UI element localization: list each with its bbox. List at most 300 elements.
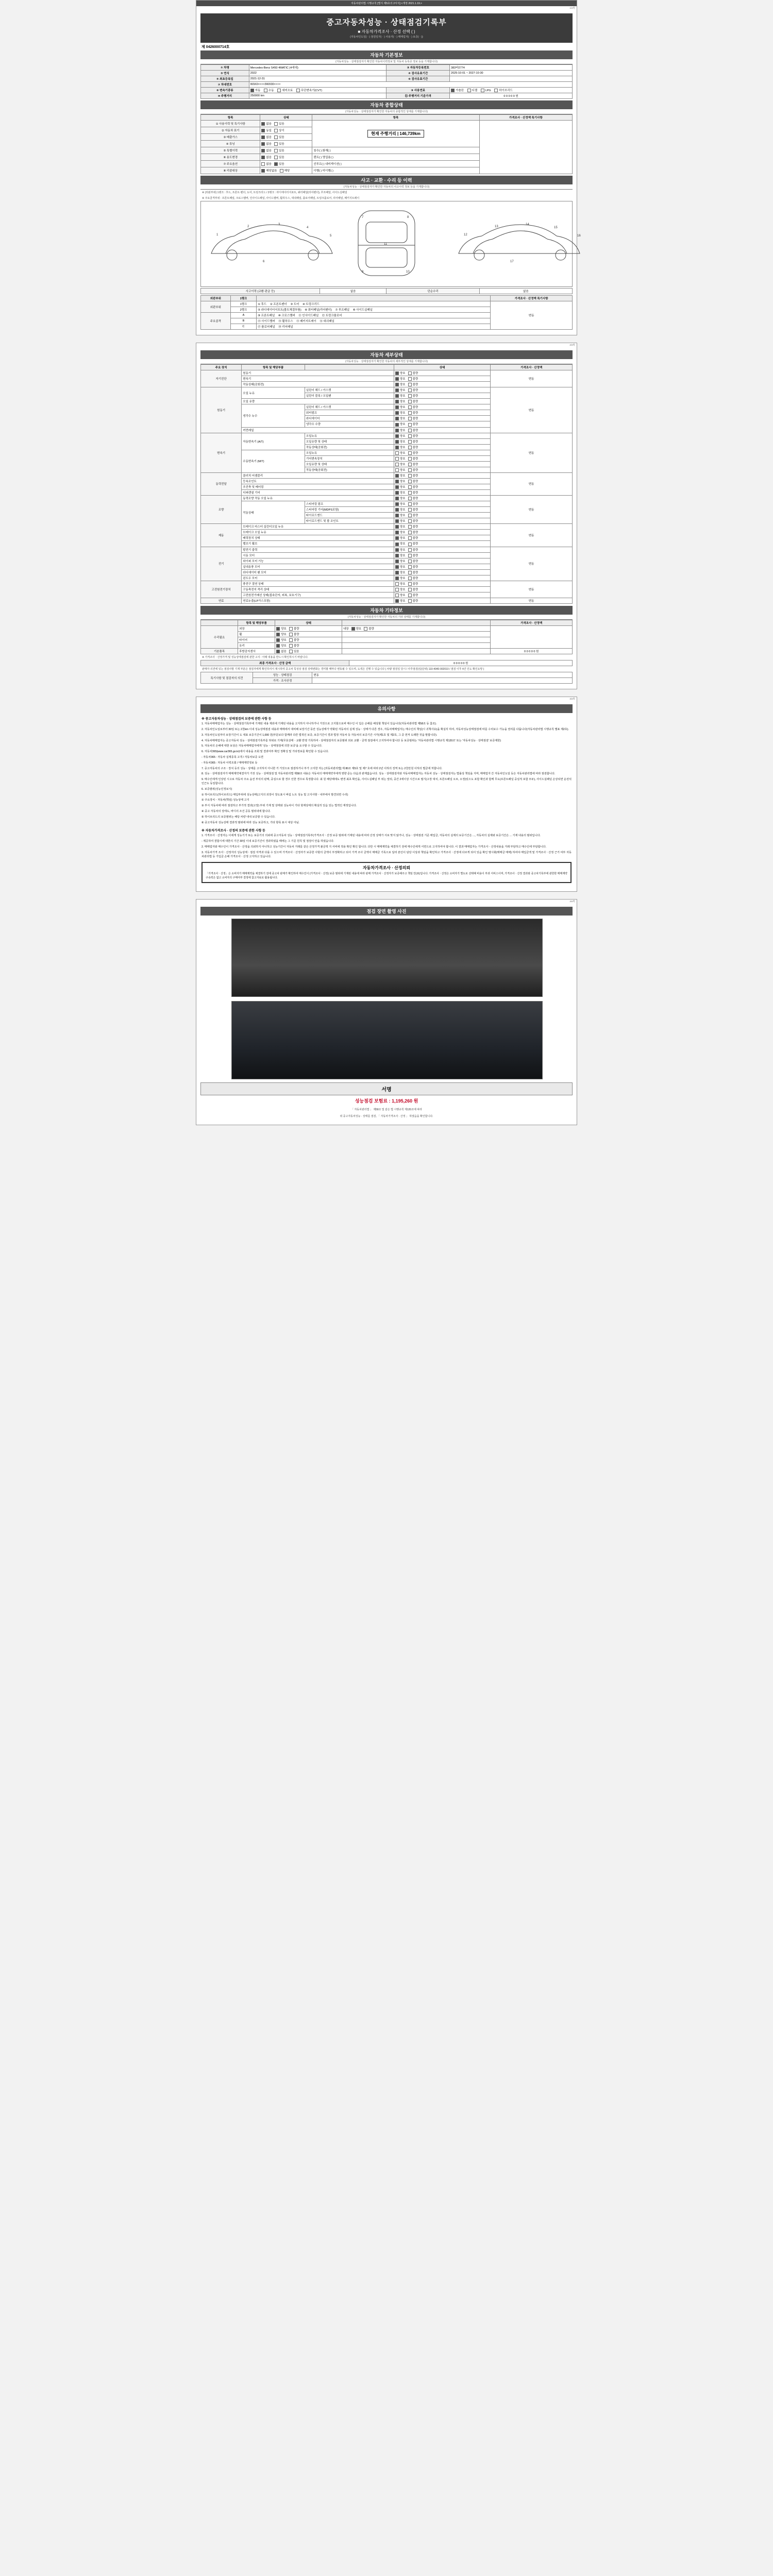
- option-none-0[interactable]: [261, 122, 272, 126]
- checkbox-icon[interactable]: [408, 543, 412, 546]
- checkbox-icon[interactable]: [276, 644, 280, 648]
- state-yes[interactable]: [289, 649, 299, 653]
- checkbox-icon[interactable]: [395, 394, 399, 398]
- state-bad[interactable]: [408, 439, 418, 444]
- checkbox-icon[interactable]: [408, 588, 412, 591]
- checkbox-icon[interactable]: [395, 480, 399, 483]
- checkbox-icon[interactable]: [395, 371, 399, 375]
- other-state-0[interactable]: [275, 625, 342, 631]
- checkbox-icon[interactable]: [274, 142, 278, 146]
- state-good[interactable]: [395, 428, 406, 432]
- state-bad[interactable]: [289, 632, 299, 636]
- state-bad[interactable]: [408, 377, 418, 381]
- checkbox-icon[interactable]: [481, 89, 484, 92]
- state-good[interactable]: [395, 513, 406, 517]
- detail-state-2-2[interactable]: [394, 444, 490, 450]
- basic-label2-0: ② 자동차등록번호: [386, 65, 450, 71]
- state-bad-2[interactable]: [364, 626, 374, 631]
- checkbox-icon[interactable]: [395, 508, 399, 512]
- overall-opts-6[interactable]: [260, 161, 312, 167]
- detail-state-0-1[interactable]: [394, 376, 490, 382]
- checkbox-icon[interactable]: [274, 149, 278, 152]
- checkbox-icon[interactable]: [395, 451, 399, 455]
- option-yes-0[interactable]: [274, 122, 284, 126]
- checkbox-icon[interactable]: [408, 451, 412, 455]
- state-bad[interactable]: [408, 565, 418, 569]
- fuel-option-gasoline[interactable]: [451, 88, 464, 92]
- state-bad[interactable]: [408, 553, 418, 557]
- state-good[interactable]: [395, 576, 406, 580]
- state-good[interactable]: [276, 632, 287, 636]
- state-bad[interactable]: [408, 428, 418, 432]
- checkbox-icon[interactable]: [408, 536, 412, 540]
- checkbox-icon[interactable]: [408, 468, 412, 472]
- checkbox-icon[interactable]: [277, 89, 281, 92]
- state-good[interactable]: [395, 553, 406, 557]
- transmission-option-auto[interactable]: [250, 88, 261, 92]
- other-detail-0[interactable]: [342, 625, 490, 631]
- checkbox-icon[interactable]: [395, 491, 399, 495]
- state-good[interactable]: [395, 371, 406, 375]
- checkbox-icon[interactable]: [395, 565, 399, 569]
- checkbox-icon[interactable]: [250, 89, 254, 92]
- checkbox-icon[interactable]: [408, 423, 412, 427]
- checkbox-icon[interactable]: [395, 405, 399, 409]
- option-yes-6[interactable]: [274, 162, 284, 166]
- state-good[interactable]: [395, 524, 406, 529]
- checkbox-icon[interactable]: [408, 485, 412, 489]
- state-bad[interactable]: [408, 576, 418, 580]
- checkbox-icon[interactable]: [395, 497, 399, 500]
- checkbox-icon[interactable]: [451, 89, 455, 92]
- state-label: 양호: [399, 378, 406, 381]
- state-bad[interactable]: [408, 536, 418, 540]
- detail-state-3-0[interactable]: [394, 472, 490, 478]
- checkbox-icon[interactable]: [274, 122, 278, 126]
- state-none[interactable]: [276, 649, 287, 653]
- state-good[interactable]: [395, 473, 406, 478]
- other-state-1[interactable]: [275, 632, 342, 637]
- checkbox-icon[interactable]: [274, 135, 278, 139]
- checkbox-icon[interactable]: [408, 599, 412, 603]
- state-good[interactable]: [395, 519, 406, 523]
- checkbox-icon[interactable]: [395, 434, 399, 438]
- state-good[interactable]: [395, 439, 406, 444]
- detail-state-6-0[interactable]: [394, 547, 490, 552]
- state-bad[interactable]: [408, 445, 418, 449]
- checkbox-icon[interactable]: [276, 633, 280, 636]
- checkbox-icon[interactable]: [494, 89, 498, 92]
- checkbox-icon[interactable]: [395, 377, 399, 381]
- checkbox-icon[interactable]: [408, 497, 412, 500]
- checkbox-icon[interactable]: [276, 650, 280, 653]
- state-good[interactable]: [395, 599, 406, 603]
- checkbox-icon[interactable]: [261, 162, 265, 166]
- fuel-option-diesel[interactable]: [467, 88, 478, 92]
- detail-state-5-3[interactable]: [394, 541, 490, 547]
- state-bad[interactable]: [408, 496, 418, 500]
- checkbox-icon[interactable]: [276, 627, 280, 631]
- state-good[interactable]: [395, 382, 406, 386]
- checkbox-icon[interactable]: [395, 383, 399, 386]
- checkbox-icon[interactable]: [261, 142, 265, 146]
- state-good[interactable]: [395, 377, 406, 381]
- state-bad[interactable]: [408, 530, 418, 534]
- transmission-option-semi[interactable]: [277, 88, 293, 92]
- detail-state-6-1[interactable]: [394, 552, 490, 558]
- checkbox-icon[interactable]: [408, 560, 412, 563]
- state-bad[interactable]: [408, 371, 418, 375]
- overall-opts-4[interactable]: [260, 147, 312, 154]
- state-good[interactable]: [395, 422, 406, 426]
- state-bad[interactable]: [408, 587, 418, 591]
- state-good[interactable]: [395, 548, 406, 552]
- checkbox-icon[interactable]: [395, 519, 399, 523]
- other-state-3[interactable]: [275, 643, 342, 649]
- state-good[interactable]: [395, 507, 406, 512]
- checkbox-icon[interactable]: [408, 514, 412, 517]
- state-good[interactable]: [395, 490, 406, 495]
- checkbox-icon[interactable]: [261, 129, 265, 132]
- option-same-1[interactable]: [261, 128, 272, 132]
- checkbox-icon[interactable]: [395, 548, 399, 552]
- checkbox-icon[interactable]: [351, 627, 355, 631]
- checkbox-icon[interactable]: [408, 457, 412, 461]
- state-bad[interactable]: [408, 382, 418, 386]
- checkbox-icon[interactable]: [261, 169, 265, 173]
- checkbox-icon[interactable]: [395, 417, 399, 420]
- checkbox-icon[interactable]: [395, 429, 399, 432]
- detail-state-7-2[interactable]: [394, 592, 490, 598]
- checkbox-icon[interactable]: [364, 627, 367, 631]
- state-bad[interactable]: [408, 394, 418, 398]
- state-good[interactable]: [395, 496, 406, 500]
- state-bad[interactable]: [408, 548, 418, 552]
- state-bad[interactable]: [289, 626, 299, 631]
- detail-state-1-3[interactable]: [394, 404, 490, 410]
- detail-state-8-0[interactable]: [394, 598, 490, 603]
- option-na-7[interactable]: [261, 168, 277, 173]
- checkbox-icon[interactable]: [395, 468, 399, 472]
- checkbox-icon[interactable]: [408, 594, 412, 597]
- state-good[interactable]: [395, 388, 406, 392]
- checkbox-icon[interactable]: [296, 89, 300, 92]
- state-bad[interactable]: [408, 519, 418, 523]
- checkbox-icon[interactable]: [289, 644, 293, 648]
- checkbox-icon[interactable]: [395, 514, 399, 517]
- state-bad[interactable]: [408, 416, 418, 420]
- detail-state-0-0[interactable]: [394, 370, 490, 376]
- state-good-2[interactable]: [351, 626, 362, 631]
- checkbox-icon[interactable]: [395, 536, 399, 540]
- checkbox-icon[interactable]: [261, 149, 265, 152]
- option-yes-5[interactable]: [274, 155, 284, 159]
- state-bad[interactable]: [408, 462, 418, 466]
- inspector-opinion-table: [200, 672, 573, 684]
- state-bad[interactable]: [408, 570, 418, 574]
- checkbox-icon[interactable]: [274, 129, 278, 132]
- detail-state-3-1[interactable]: [394, 478, 490, 484]
- checkbox-icon[interactable]: [261, 122, 265, 126]
- state-bad[interactable]: [408, 559, 418, 563]
- state-good[interactable]: [395, 541, 406, 546]
- detail-state-5-1[interactable]: [394, 530, 490, 535]
- option-yes-4[interactable]: [274, 148, 284, 152]
- transmission-option-cvt[interactable]: [296, 88, 322, 92]
- detail-state-7-0[interactable]: [394, 581, 490, 586]
- checkbox-icon[interactable]: [289, 638, 293, 642]
- state-good[interactable]: [276, 626, 287, 631]
- detail-state-6-3[interactable]: [394, 564, 490, 569]
- state-good[interactable]: [276, 638, 287, 642]
- state-bad[interactable]: [408, 411, 418, 415]
- checkbox-icon[interactable]: [395, 554, 399, 557]
- state-bad[interactable]: [408, 422, 418, 426]
- checkbox-icon[interactable]: [261, 156, 265, 159]
- state-good[interactable]: [395, 445, 406, 449]
- state-bad[interactable]: [408, 405, 418, 409]
- state-good[interactable]: [395, 399, 406, 403]
- state-bad[interactable]: [408, 479, 418, 483]
- checkbox-icon[interactable]: [408, 508, 412, 512]
- checkbox-icon[interactable]: [395, 594, 399, 597]
- overall-opts-5[interactable]: [260, 154, 312, 161]
- checkbox-icon[interactable]: [395, 446, 399, 449]
- state-good[interactable]: [395, 411, 406, 415]
- state-good[interactable]: [276, 643, 287, 648]
- state-bad[interactable]: [289, 643, 299, 648]
- state-good[interactable]: [395, 570, 406, 574]
- checkbox-icon[interactable]: [395, 388, 399, 392]
- state-good[interactable]: [395, 593, 406, 597]
- checkbox-icon[interactable]: [408, 394, 412, 398]
- detail-state-4-1[interactable]: [394, 501, 490, 507]
- fuel-option-lpg[interactable]: [481, 89, 491, 92]
- state-good[interactable]: [395, 434, 406, 438]
- state-good[interactable]: [395, 451, 406, 455]
- detail-state-6-4[interactable]: [394, 569, 490, 575]
- state-good[interactable]: [395, 536, 406, 540]
- state-bad[interactable]: [408, 485, 418, 489]
- state-bad[interactable]: [408, 502, 418, 506]
- checkbox-icon[interactable]: [274, 156, 278, 159]
- state-bad[interactable]: [408, 451, 418, 455]
- detail-state-4-0[interactable]: [394, 496, 490, 501]
- checkbox-icon[interactable]: [408, 582, 412, 586]
- state-good[interactable]: [395, 565, 406, 569]
- state-good[interactable]: [395, 582, 406, 586]
- overall-opts-2[interactable]: [260, 134, 312, 141]
- option-yes-2[interactable]: [274, 135, 284, 139]
- checkbox-icon[interactable]: [395, 571, 399, 574]
- detail-state-1-6[interactable]: [394, 421, 490, 427]
- detail-state-3-2[interactable]: [394, 484, 490, 489]
- option-none-6[interactable]: [261, 162, 272, 166]
- checkbox-icon[interactable]: [408, 405, 412, 409]
- state-good[interactable]: [395, 479, 406, 483]
- checkbox-icon[interactable]: [289, 650, 293, 653]
- checkbox-icon[interactable]: [408, 388, 412, 392]
- state-bad[interactable]: [408, 490, 418, 495]
- transmission-option-manual[interactable]: [264, 88, 274, 92]
- detail-state-4-4[interactable]: [394, 518, 490, 524]
- state-bad[interactable]: [408, 593, 418, 597]
- state-good[interactable]: [395, 405, 406, 409]
- state-bad[interactable]: [408, 582, 418, 586]
- detail-state-1-4[interactable]: [394, 410, 490, 416]
- detail-state-2-6[interactable]: [394, 467, 490, 472]
- checkbox-icon[interactable]: [274, 162, 278, 166]
- checkbox-icon[interactable]: [467, 89, 471, 92]
- state-bad[interactable]: [408, 468, 418, 472]
- overall-opts-3[interactable]: [260, 141, 312, 147]
- checkbox-icon[interactable]: [289, 633, 293, 636]
- detail-state-4-3[interactable]: [394, 513, 490, 518]
- checkbox-icon[interactable]: [408, 577, 412, 580]
- checkbox-icon[interactable]: [408, 434, 412, 438]
- checkbox-icon[interactable]: [408, 463, 412, 466]
- checkbox-icon[interactable]: [408, 531, 412, 534]
- detail-state-1-5[interactable]: [394, 416, 490, 421]
- checkbox-icon[interactable]: [408, 417, 412, 420]
- state-bad[interactable]: [408, 599, 418, 603]
- checkbox-icon[interactable]: [264, 89, 267, 92]
- overall-opts-7[interactable]: [260, 167, 312, 174]
- detail-state-5-0[interactable]: [394, 524, 490, 530]
- checkbox-icon[interactable]: [395, 423, 399, 427]
- checkbox-icon[interactable]: [395, 577, 399, 580]
- checkbox-icon[interactable]: [408, 440, 412, 444]
- checkbox-icon[interactable]: [408, 491, 412, 495]
- overall-opts-0[interactable]: [260, 121, 312, 127]
- state-bad[interactable]: [408, 388, 418, 392]
- state-good[interactable]: [395, 559, 406, 563]
- option-applicable-7[interactable]: [280, 168, 290, 173]
- checkbox-icon[interactable]: [395, 474, 399, 478]
- checkbox-icon[interactable]: [395, 543, 399, 546]
- checkbox-icon[interactable]: [395, 525, 399, 529]
- inspection-photo-rear[interactable]: [231, 1001, 543, 1079]
- checkbox-icon[interactable]: [408, 429, 412, 432]
- checkbox-icon[interactable]: [395, 588, 399, 591]
- checkbox-icon[interactable]: [408, 565, 412, 569]
- checkbox-icon[interactable]: [395, 440, 399, 444]
- checkbox-icon[interactable]: [276, 638, 280, 642]
- checkbox-icon[interactable]: [280, 169, 283, 173]
- state-bad[interactable]: [408, 524, 418, 529]
- checkbox-icon[interactable]: [408, 571, 412, 574]
- checkbox-icon[interactable]: [408, 519, 412, 523]
- checkbox-icon[interactable]: [395, 582, 399, 586]
- car-damage-diagram[interactable]: [200, 201, 581, 287]
- checkbox-icon[interactable]: [395, 502, 399, 506]
- checkbox-icon[interactable]: [395, 457, 399, 461]
- checkbox-icon[interactable]: [395, 599, 399, 603]
- option-none-4[interactable]: [261, 148, 272, 152]
- state-good[interactable]: [395, 456, 406, 461]
- checkbox-icon[interactable]: [408, 548, 412, 552]
- transmission-options[interactable]: [249, 88, 386, 93]
- checkbox-icon[interactable]: [408, 446, 412, 449]
- checkbox-icon[interactable]: [408, 525, 412, 529]
- checkbox-icon[interactable]: [261, 135, 265, 139]
- state-good[interactable]: [395, 502, 406, 506]
- checkbox-icon[interactable]: [408, 411, 412, 415]
- other-base-state[interactable]: [275, 649, 342, 654]
- checkbox-icon[interactable]: [395, 560, 399, 563]
- state-bad[interactable]: [408, 507, 418, 512]
- state-good[interactable]: [395, 394, 406, 398]
- detail-state-1-7[interactable]: [394, 427, 490, 433]
- checkbox-icon[interactable]: [408, 371, 412, 375]
- state-bad[interactable]: [408, 541, 418, 546]
- state-good[interactable]: [395, 485, 406, 489]
- checkbox-icon[interactable]: [395, 485, 399, 489]
- state-good[interactable]: [395, 416, 406, 420]
- detail-state-0-2[interactable]: [394, 382, 490, 387]
- state-bad[interactable]: [408, 456, 418, 461]
- detail-state-7-1[interactable]: [394, 586, 490, 592]
- checkbox-icon[interactable]: [408, 554, 412, 557]
- state-bad[interactable]: [408, 513, 418, 517]
- checkbox-icon[interactable]: [289, 627, 293, 631]
- overall-opts-1[interactable]: [260, 127, 312, 134]
- detail-state-2-1[interactable]: [394, 438, 490, 444]
- checkbox-icon[interactable]: [408, 377, 412, 381]
- checkbox-icon[interactable]: [395, 411, 399, 415]
- detail-state-2-5[interactable]: [394, 461, 490, 467]
- svg-text:3: 3: [278, 223, 280, 227]
- detail-state-2-4[interactable]: [394, 455, 490, 461]
- checkbox-icon[interactable]: [408, 480, 412, 483]
- fuel-option-hybrid[interactable]: [494, 88, 513, 92]
- state-good[interactable]: [395, 462, 406, 466]
- checkbox-icon[interactable]: [408, 400, 412, 403]
- state-good[interactable]: [395, 587, 406, 591]
- option-none-5[interactable]: [261, 155, 272, 159]
- detail-state-2-3[interactable]: [394, 450, 490, 455]
- detail-state-3-3[interactable]: [394, 490, 490, 496]
- detail-state-1-1[interactable]: [394, 393, 490, 399]
- detail-state-6-5[interactable]: [394, 575, 490, 581]
- checkbox-icon[interactable]: [408, 474, 412, 478]
- state-bad[interactable]: [408, 399, 418, 403]
- option-none-3[interactable]: [261, 142, 272, 146]
- checkbox-icon[interactable]: [395, 400, 399, 403]
- checkbox-icon[interactable]: [408, 502, 412, 506]
- option-diff-1[interactable]: [274, 128, 284, 132]
- option-none-2[interactable]: [261, 135, 272, 139]
- other-state-2[interactable]: [275, 637, 342, 643]
- detail-state-1-2[interactable]: [394, 399, 490, 404]
- fuel-options[interactable]: [450, 88, 573, 93]
- detail-state-5-2[interactable]: [394, 535, 490, 541]
- detail-state-4-2[interactable]: [394, 507, 490, 513]
- state-bad[interactable]: [408, 434, 418, 438]
- state-good[interactable]: [395, 468, 406, 472]
- detail-state-6-2[interactable]: [394, 558, 490, 564]
- checkbox-icon[interactable]: [395, 531, 399, 534]
- state-bad[interactable]: [289, 638, 299, 642]
- option-yes-3[interactable]: [274, 142, 284, 146]
- state-good[interactable]: [395, 530, 406, 534]
- inspection-photo-engine[interactable]: [231, 919, 543, 997]
- checkbox-icon[interactable]: [395, 463, 399, 466]
- detail-state-2-0[interactable]: [394, 433, 490, 438]
- detail-state-1-0[interactable]: [394, 387, 490, 393]
- checkbox-icon[interactable]: [408, 383, 412, 386]
- state-bad[interactable]: [408, 473, 418, 478]
